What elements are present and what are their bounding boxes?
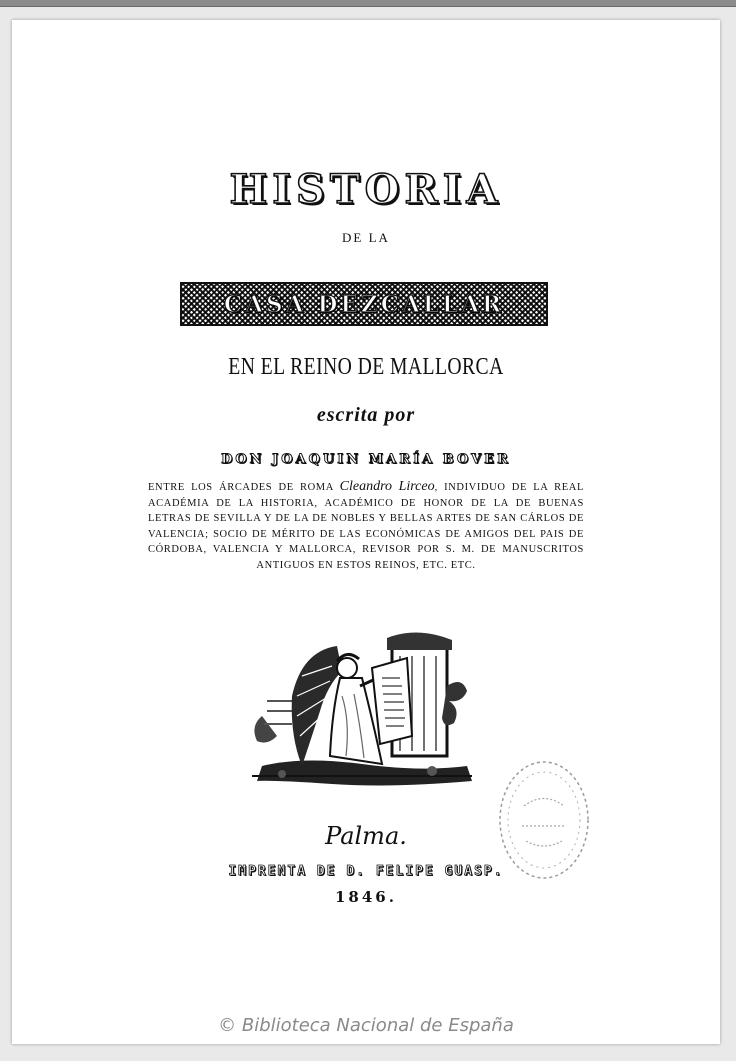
author-credentials [148, 479, 584, 574]
angel-vignette-icon [242, 616, 482, 796]
credentials-pseudonym: Cleandro Lirceo [339, 479, 435, 494]
title-banner [180, 282, 548, 326]
byline: escrita por [316, 404, 416, 426]
viewer-top-bar [0, 0, 736, 7]
imprint-printer: IMPRENTA DE D. FELIPE GUASP. [228, 864, 504, 879]
title-reino-mallorca: EN EL REINO DE MALLORCA [228, 354, 504, 380]
imprint-year: 1846. [335, 888, 397, 906]
author-name: DON JOAQUIN MARÍA BOVER [221, 452, 511, 467]
copyright-footer: © Biblioteca Nacional de España [218, 1015, 514, 1036]
credentials-part-2: , INDIVIDUO DE LA REAL ACADÉMIA DE LA HISTORIA, ACADÉMICO DE HONOR DE LA DE BUENAS LETRAS DE SEVILLA Y DE LA DE NOBLES Y BELLAS ARTES DE SAN CÁRLOS DE VALENCIA; SOCIO DE MÉRITO DE LAS ECONÓMICAS DE AMIGOS DEL PAIS DE CÓRDOBA, VALENCIA Y MALLORCA, REVISOR POR S. M. DE MANUSCRITOS ANTIGUOS EN ESTOS REINOS, ETC. ETC. [148, 482, 584, 571]
document-page [12, 20, 720, 1044]
title-de-la: DE LA [342, 230, 390, 245]
credentials-part-1: ENTRE LOS ÁRCADES DE ROMA [148, 482, 334, 493]
title-casa-dezcallar: CASA DEZCALLAR [223, 290, 505, 318]
title-historia: HISTORIA [229, 166, 503, 213]
imprint-place: Palma. [325, 822, 407, 850]
